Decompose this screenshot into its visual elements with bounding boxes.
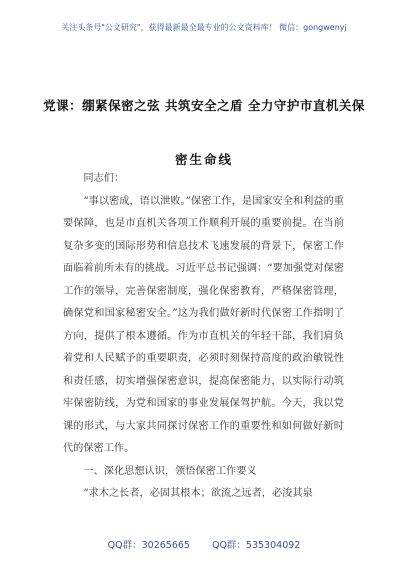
document-title-line2: 密生命线 [174,152,233,167]
greeting: 同志们： [83,173,125,184]
footer-qq-group-2: QQ群：535304092 [211,540,301,551]
header-notice: 关注头条号"公文研究"，获得最新最全最专业的公文资料库！ 微信：gongwenyj [61,23,347,32]
document-body [63,168,344,506]
paragraph-section-1: “求木之长者，必固其根本；欲流之远者，必浚其泉 [83,488,313,499]
document-title-line1: 党课：绷紧保密之弦 共筑安全之盾 全力守护市直机关保 [43,98,365,113]
footer [0,537,408,551]
footer-qq-group-1: QQ群：30265665 [107,540,190,551]
section-heading-1: 一、深化思想认识，领悟保密工作要义 [83,465,257,477]
paragraph-intro: “事以密成，语以泄败。”保密工作，是国家安全和利益的重要保障，也是市直机关各项工作顺利开展的重要前提。在当前复杂多变的国际形势和信息技术飞速发展的背景下，保密工作面临着前所未有的挑战。习近平总书记强调：“要加强党对保密工作的领导，完善保密制度，强化保密教育，严格保密管理，确保党和国家秘密安全。”这为我们做好新时代保密工作指明了方向，提供了根本遵循。作为市直机关的年轻干部，我们肩负着党和人民赋予的重要职责，必须时刻保持高度的政治敏锐性和责任感，切实增强保密意识，提高保密能力，以实际行动筑牢保密防线，为党和国家的事业发展保驾护航。今天，我以党课的形式，与大家共同探讨保密工作的重要性和如何做好新时代的保密工作。 [63,195,344,454]
